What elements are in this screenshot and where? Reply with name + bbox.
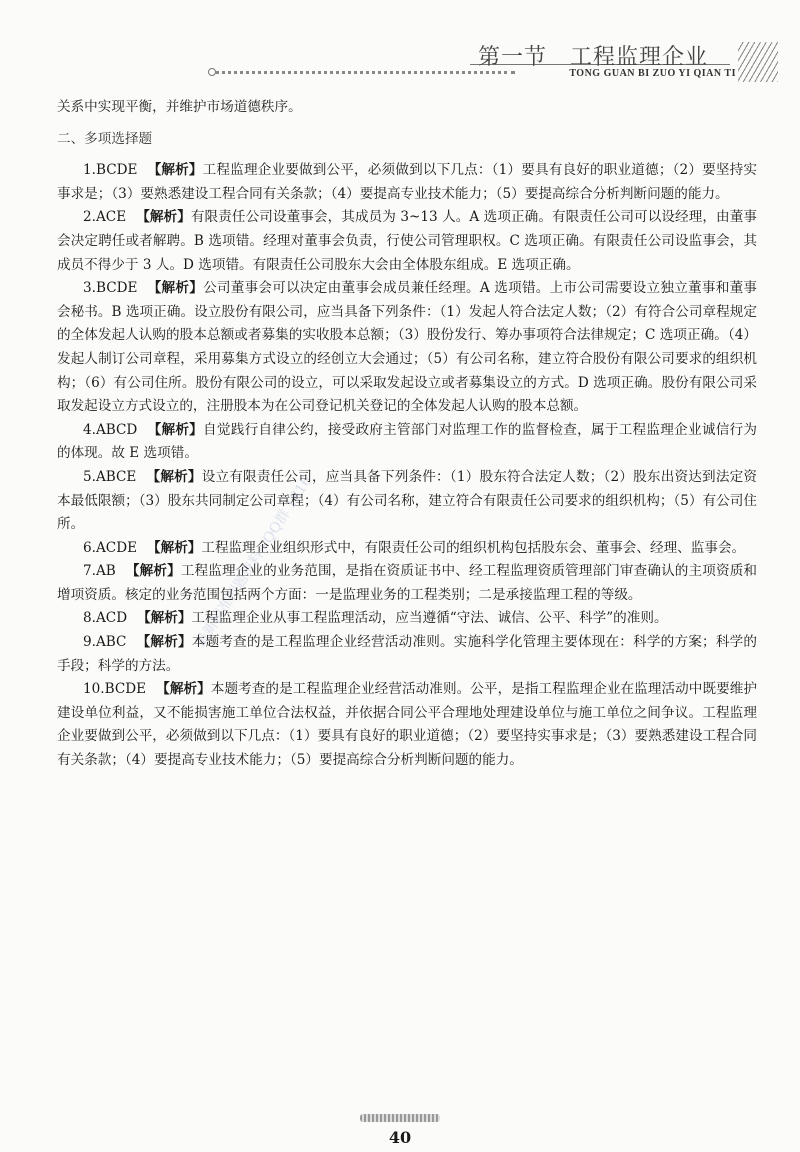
answer-text: 本题考查的是工程监理企业经营活动准则。实施科学化管理主要体现在：科学的方案；科学的手段；科学的方法。 bbox=[57, 634, 757, 674]
answer-list bbox=[57, 159, 757, 772]
answer-item bbox=[57, 466, 757, 537]
answer-item bbox=[57, 277, 757, 419]
header-dotted-rule bbox=[215, 71, 515, 78]
analysis-tag: 【解析】 bbox=[137, 610, 192, 627]
answer-label: 5.ABCE bbox=[83, 468, 137, 485]
analysis-tag: 【解析】 bbox=[136, 634, 192, 651]
page-number: 40 bbox=[388, 1128, 412, 1147]
section-title: 二、多项选择题 bbox=[57, 130, 153, 147]
answer-text: 工程监理企业组织形式中，有限责任公司的组织机构包括股东会、董事会、经理、监事会。 bbox=[201, 539, 746, 556]
answer-item bbox=[57, 631, 757, 678]
page-footer bbox=[0, 1100, 800, 1150]
footer-ornament bbox=[360, 1114, 440, 1122]
answer-text: 工程监理企业要做到公平，必须做到以下几点：（1）要具有良好的职业道德；（2）要坚持实事求是；（3）要熟悉建设工程合同有关条款；（4）要提高专业技术能力；（5）要提高综合分析判断问题的能力。 bbox=[57, 162, 757, 202]
header-slash-ornament bbox=[738, 42, 778, 82]
answer-item bbox=[57, 206, 757, 277]
analysis-tag: 【解析】 bbox=[146, 468, 202, 485]
analysis-tag: 【解析】 bbox=[125, 563, 181, 580]
answer-item bbox=[57, 419, 757, 466]
watermark: 最新精准押题资料+QQ群 1816 bbox=[192, 473, 316, 651]
answer-content bbox=[57, 96, 757, 773]
answer-text: 设立有限责任公司，应当具备下列条件：（1）股东符合法定人数；（2）股东出资达到法定资本最低限额；（3）股东共同制定公司章程；（4）有公司名称，建立符合有限责任公司要求的组织机构；（5）有公司住所。 bbox=[57, 468, 758, 533]
answer-text: 自觉践行自律公约，接受政府主管部门对监理工作的监督检查，属于工程监理企业诚信行为的体现。故 E 选项错。 bbox=[57, 421, 757, 462]
answer-text: 有限责任公司设董事会，其成员为 3~13 人。A 选项正确。有限责任公司可以设经理，由董事会决定聘任或者解聘。B 选项错。经理对董事会负责，行使公司管理职权。C 选项正确。有限责任公司设监事会，其成员不得少于 3 人。D 选项错。有限责任公司股东大会由全体股东组成。E 选项正确。 bbox=[57, 209, 757, 273]
answer-label: 10.BCDE bbox=[83, 681, 147, 698]
analysis-tag: 【解析】 bbox=[156, 681, 211, 698]
answer-text: 工程监理企业的业务范围，是指在资质证书中、经工程监理资质管理部门审查确认的主项资质和增项资质。核定的业务范围包括两个方面：一是监理业务的工程类别；二是承接监理工程的等级。 bbox=[57, 563, 758, 603]
analysis-tag: 【解析】 bbox=[147, 162, 203, 179]
answer-item bbox=[57, 560, 757, 607]
answer-text: 公司董事会可以决定由董事会成员兼任经理。A 选项错。上市公司需要设立独立董事和董事会秘书。B 选项正确。设立股份有限公司，应当具备下列条件：（1）发起人符合法定人数；（2）有符合公司章程规定的全体发起人认购的股本总额或者募集的实收股本总额；（3）股份发行、筹办事项符合法律规定；C 选项正确。（4）发起人制订公司章程，采用募集方式设立的经创立大会通过；（5）有公司名称，建立符合股份有限公司要求的组织机构；（6）有公司住所。股份有限公司的设立，可以采取发起设立或者募集设立的方式。D 选项正确。股份有限公司采取发起设立方式设立的，注册股本为在公司登记机关登记的全体发起人认购的股本总额。 bbox=[57, 280, 758, 415]
answer-item bbox=[57, 607, 757, 631]
answer-label: 2.ACE bbox=[83, 209, 127, 226]
analysis-tag: 【解析】 bbox=[147, 539, 202, 556]
answer-label: 3.BCDE bbox=[83, 280, 138, 297]
answer-item bbox=[57, 159, 757, 206]
analysis-tag: 【解析】 bbox=[136, 209, 191, 226]
answer-label: 1.BCDE bbox=[83, 162, 138, 179]
page-header bbox=[0, 0, 800, 100]
answer-item bbox=[57, 537, 757, 561]
header-pinyin: TONG GUAN BI ZUO YI QIAN TI bbox=[569, 68, 736, 79]
section-heading: 第一节 工程监理企业 bbox=[477, 45, 708, 70]
analysis-tag: 【解析】 bbox=[147, 421, 204, 438]
answer-text: 本题考查的是工程监理企业经营活动准则。公平，是指工程监理企业在监理活动中既要维护建设单位利益，又不能损害施工单位合法权益，并依据合同公平合理地处理建设单位与施工单位之间争议。工程监理企业要做到公平，必须做到以下几点：（1）要具有良好的职业道德；（2）要坚持实事求是；（3）要熟悉建设工程合同有关条款；（4）要提高专业技术能力；（5）要提高综合分析判断问题的能力。 bbox=[57, 681, 758, 769]
answer-label: 9.ABC bbox=[83, 634, 127, 651]
answer-label: 4.ABCD bbox=[83, 421, 138, 438]
answer-label: 8.ACD bbox=[83, 610, 128, 627]
intro-paragraph: 关系中实现平衡，并维护市场道德秩序。 bbox=[57, 99, 302, 115]
answer-label: 7.AB bbox=[83, 563, 116, 580]
analysis-tag: 【解析】 bbox=[147, 280, 204, 297]
answer-text: 工程监理企业从事工程监理活动，应当遵循“守法、诚信、公平、科学”的准则。 bbox=[191, 610, 668, 627]
answer-label: 6.ACDE bbox=[83, 539, 138, 556]
answer-item bbox=[57, 678, 757, 772]
